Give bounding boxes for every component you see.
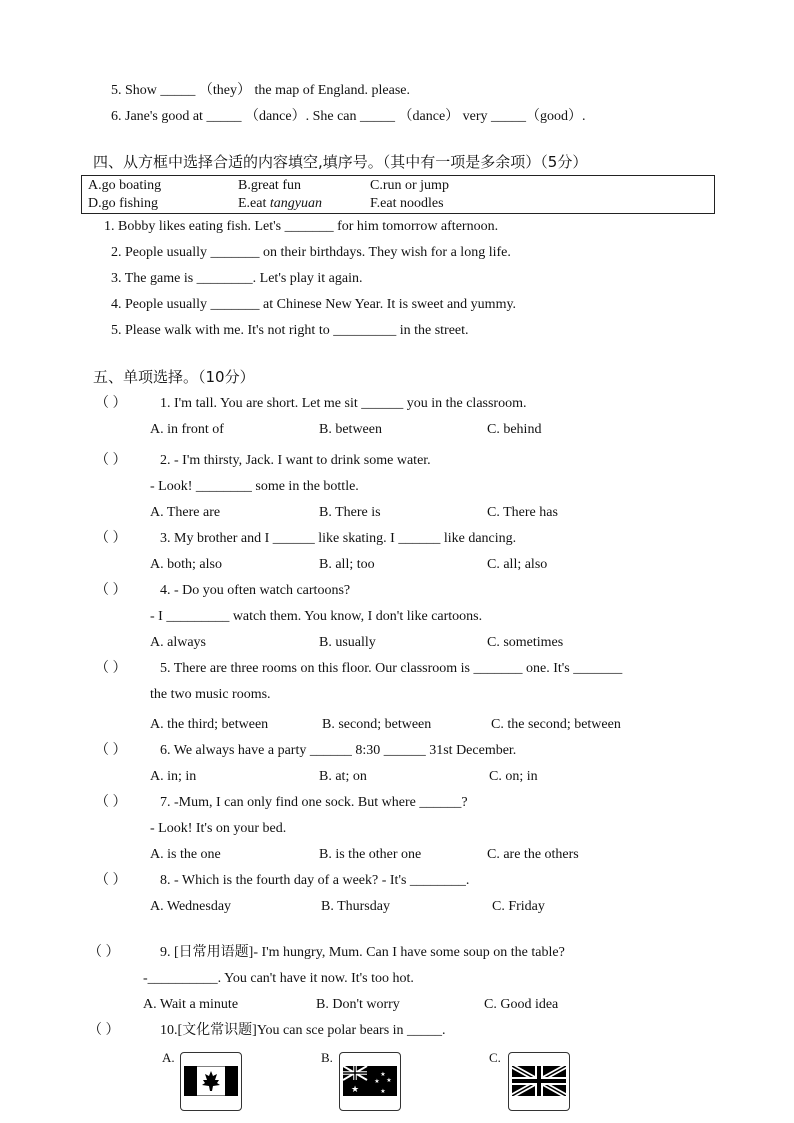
svg-text:★: ★	[380, 1088, 386, 1095]
options-box	[81, 175, 715, 214]
q5-2-line2: - Look! ________ some in the bottle.	[150, 479, 359, 494]
q5-1-stem: 1. I'm tall. You are short. Let me sit ______ you in the classroom.	[160, 396, 527, 411]
answer-paren: （ ）	[95, 743, 127, 758]
q5-9-stem: 9. [日常用语题]- I'm hungry, Mum. Can I have some soup on the table?	[160, 945, 565, 960]
q5-7-c: C. are the others	[487, 847, 579, 862]
q5-1-c: C. behind	[487, 422, 542, 437]
q4-2: 2. People usually _______ on their birthdays. They wish for a long life.	[111, 245, 511, 260]
q5-2-stem: 2. - I'm thirsty, Jack. I want to drink some water.	[160, 453, 431, 468]
q5-2-a: A. There are	[150, 505, 221, 520]
q5-7-stem: 7. -Mum, I can only find one sock. But where ______?	[160, 795, 468, 810]
q5-3-c: C. all; also	[487, 557, 548, 572]
q5-7-b: B. is the other one	[319, 847, 422, 862]
q3-6: 6. Jane's good at _____ （dance）. She can _____ （dance） very _____（good）.	[111, 109, 586, 124]
option-a: A.go boating	[88, 178, 162, 193]
canada-flag-icon	[180, 1052, 242, 1111]
section-five-heading: 五、单项选择。（10分）	[93, 368, 255, 386]
q5-9-line2: -__________. You can't have it now. It's too hot.	[143, 971, 414, 986]
q4-5: 5. Please walk with me. It's not right to _________ in the street.	[111, 323, 469, 338]
answer-paren: （ ）	[95, 531, 127, 546]
q5-10-a-label: A.	[162, 1050, 175, 1065]
answer-paren: （ ）	[88, 945, 120, 960]
q4-3: 3. The game is ________. Let's play it again.	[111, 271, 363, 286]
q5-6-b: B. at; on	[319, 769, 367, 784]
q5-5-stem: 5. There are three rooms on this floor. Our classroom is _______ one. It's _______	[160, 661, 623, 676]
option-d: D.go fishing	[88, 196, 158, 211]
answer-paren: （ ）	[95, 583, 127, 598]
australia-flag-icon	[339, 1052, 401, 1111]
q5-4-line2: - I _________ watch them. You know, I don't like cartoons.	[150, 609, 483, 624]
q5-10-b-label: B.	[321, 1050, 333, 1065]
q5-5-b: B. second; between	[322, 717, 432, 732]
q5-8-b: B. Thursday	[321, 899, 390, 914]
q5-2-b: B. There is	[319, 505, 381, 520]
q5-4-b: B. usually	[319, 635, 376, 650]
q4-4: 4. People usually _______ at Chinese New Year. It is sweet and yummy.	[111, 297, 517, 312]
q4-1: 1. Bobby likes eating fish. Let's _______ for him tomorrow afternoon.	[104, 219, 499, 234]
q5-4-stem: 4. - Do you often watch cartoons?	[160, 583, 351, 598]
q5-3-a: A. both; also	[150, 557, 222, 572]
answer-paren: （ ）	[95, 873, 127, 888]
q5-9-b: B. Don't worry	[316, 997, 400, 1012]
q5-3-stem: 3. My brother and I ______ like skating. I ______ like dancing.	[160, 531, 517, 546]
q5-10-stem: 10.[文化常识题]You can sce polar bears in _____.	[160, 1023, 446, 1038]
answer-paren: （ ）	[95, 396, 127, 411]
q5-3-b: B. all; too	[319, 557, 375, 572]
q5-1-a: A. in front of	[150, 422, 224, 437]
q5-8-stem: 8. - Which is the fourth day of a week? - It's ________.	[160, 873, 470, 888]
q5-1-b: B. between	[319, 422, 382, 437]
answer-paren: （ ）	[95, 661, 127, 676]
svg-text:★: ★	[386, 1077, 392, 1084]
q5-2-c: C. There has	[487, 505, 558, 520]
option-f: F.eat noodles	[370, 196, 444, 211]
q5-9-a: A. Wait a minute	[143, 997, 239, 1012]
q5-8-c: C. Friday	[492, 899, 545, 914]
q5-10-c-label: C.	[489, 1050, 501, 1065]
option-b: B.great fun	[238, 178, 301, 193]
q5-4-c: C. sometimes	[487, 635, 564, 650]
q5-8-a: A. Wednesday	[150, 899, 232, 914]
answer-paren: （ ）	[88, 1023, 120, 1038]
q5-7-a: A. is the one	[150, 847, 221, 862]
q5-6-a: A. in; in	[150, 769, 197, 784]
q3-5: 5. Show _____ （they） the map of England. please.	[111, 83, 411, 98]
answer-paren: （ ）	[95, 795, 127, 810]
q5-5-line2: the two music rooms.	[150, 687, 271, 702]
q5-7-line2: - Look! It's on your bed.	[150, 821, 287, 836]
q5-5-c: C. the second; between	[491, 717, 621, 732]
uk-flag-icon	[508, 1052, 570, 1111]
q5-6-c: C. on; in	[489, 769, 538, 784]
svg-text:★: ★	[350, 1085, 360, 1095]
q5-6-stem: 6. We always have a party ______ 8:30 ______ 31st December.	[160, 743, 517, 758]
q5-4-a: A. always	[150, 635, 206, 650]
q5-9-c: C. Good idea	[484, 997, 559, 1012]
option-e: E.eat tangyuan	[238, 196, 322, 211]
svg-text:★: ★	[380, 1071, 386, 1078]
svg-text:★: ★	[374, 1078, 380, 1085]
section-four-heading: 四、从方框中选择合适的内容填空,填序号。（其中有一项是多余项）（5分）	[93, 153, 588, 171]
q5-5-a: A. the third; between	[150, 717, 269, 732]
answer-paren: （ ）	[95, 453, 127, 468]
option-c: C.run or jump	[370, 178, 449, 193]
